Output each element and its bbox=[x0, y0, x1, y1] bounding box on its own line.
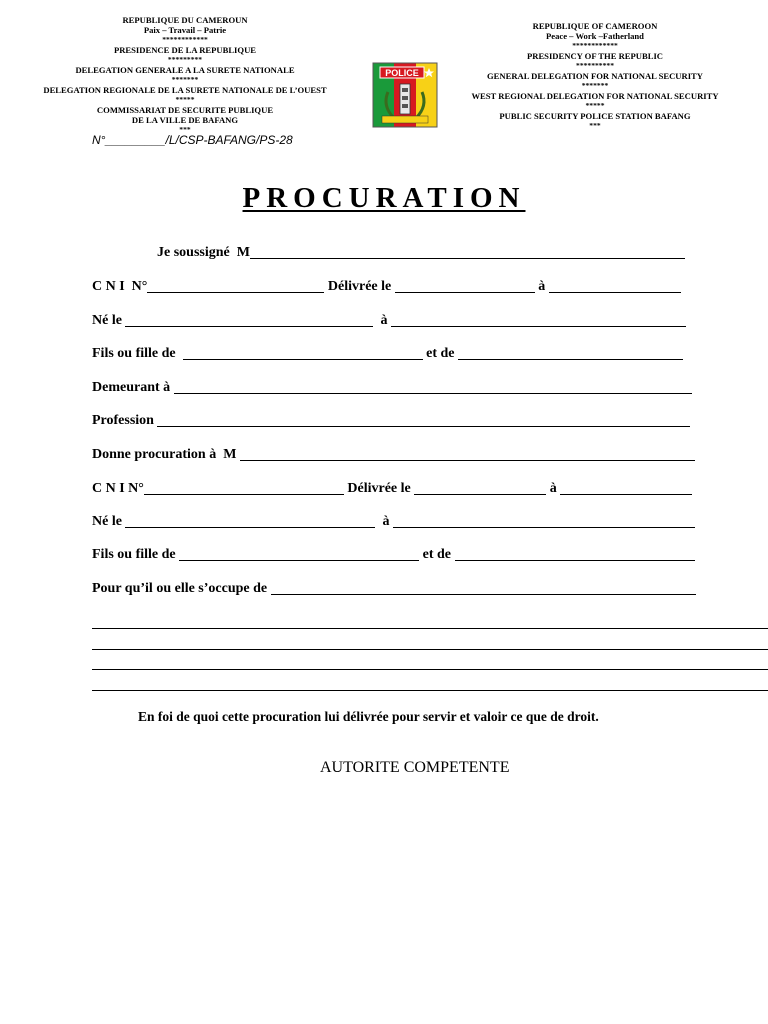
separator: *** bbox=[179, 125, 191, 134]
presidency-en: PRESIDENCY OF THE REPUBLIC bbox=[526, 51, 663, 61]
label-a: à bbox=[546, 481, 561, 496]
label-donne: Donne procuration à M bbox=[92, 447, 240, 462]
label-et-de: et de bbox=[422, 346, 459, 361]
separator: ************ bbox=[572, 41, 618, 50]
blank-purpose[interactable] bbox=[271, 580, 696, 595]
blank-cni-date[interactable] bbox=[395, 278, 535, 293]
blank-birth-date[interactable] bbox=[125, 312, 373, 327]
blank-birth-place-2[interactable] bbox=[393, 513, 695, 528]
label-fils: Fils ou fille de bbox=[92, 346, 183, 361]
commissariat-fr: COMMISSARIAT DE SECURITE PUBLIQUE bbox=[96, 105, 274, 115]
label-a: à bbox=[534, 279, 549, 294]
country-name-en: REPUBLIQUE OF CAMEROON bbox=[532, 21, 658, 31]
regional-delegation-fr: DELEGATION REGIONALE DE LA SURETE NATIONALE DE L’OUEST bbox=[43, 85, 327, 95]
field-profession[interactable] bbox=[92, 409, 690, 429]
city-fr: DE LA VILLE DE BAFANG bbox=[131, 115, 239, 125]
separator: ******* bbox=[581, 81, 609, 90]
reference-number: N°_________/L/CSP-BAFANG/PS-28 bbox=[92, 133, 293, 147]
field-demeurant[interactable] bbox=[92, 376, 692, 396]
label-soussigne: Je soussigné M bbox=[157, 245, 250, 260]
separator: ***** bbox=[585, 101, 605, 110]
label-cni: C N I N° bbox=[92, 279, 148, 294]
signature-authority: AUTORITE COMPETENTE bbox=[320, 759, 510, 776]
field-parents-2[interactable] bbox=[92, 543, 695, 563]
writing-line[interactable] bbox=[92, 649, 768, 650]
separator: ********* bbox=[167, 55, 203, 64]
blank-father[interactable] bbox=[183, 345, 423, 360]
field-occupe[interactable] bbox=[92, 577, 696, 597]
separator: ************ bbox=[162, 35, 208, 44]
blank-birth-date-2[interactable] bbox=[125, 513, 375, 528]
presidency-fr: PRESIDENCE DE LA REPUBLIQUE bbox=[113, 45, 257, 55]
motto-fr: Paix – Travail – Patrie bbox=[143, 25, 227, 35]
blank-profession[interactable] bbox=[157, 412, 690, 427]
label-ne-le: Né le bbox=[92, 514, 126, 529]
blank-mother-2[interactable] bbox=[455, 546, 695, 561]
blank-mother[interactable] bbox=[458, 345, 683, 360]
writing-line[interactable] bbox=[92, 628, 768, 629]
general-delegation-en: GENERAL DELEGATION FOR NATIONAL SECURITY bbox=[487, 71, 703, 81]
label-delivree: Délivrée le bbox=[324, 279, 395, 294]
header-right-block bbox=[450, 21, 740, 131]
label-a: à bbox=[373, 313, 391, 328]
police-emblem-icon bbox=[372, 62, 438, 128]
blank-address[interactable] bbox=[174, 379, 692, 394]
police-station-en: PUBLIC SECURITY POLICE STATION BAFANG bbox=[499, 111, 691, 121]
label-fils: Fils ou fille de bbox=[92, 547, 180, 562]
writing-line[interactable] bbox=[92, 669, 768, 670]
separator: *** bbox=[589, 121, 601, 130]
blank-cni-place-2[interactable] bbox=[560, 480, 692, 495]
blank-mandatary[interactable] bbox=[240, 446, 695, 461]
label-cni: C N I N° bbox=[92, 481, 144, 496]
blank-cni-number[interactable] bbox=[147, 278, 324, 293]
document-title: PROCURATION bbox=[242, 182, 526, 214]
field-birth-1[interactable] bbox=[92, 309, 686, 329]
label-delivree: Délivrée le bbox=[343, 481, 415, 496]
separator: ***** bbox=[175, 95, 195, 104]
writing-line[interactable] bbox=[92, 690, 768, 691]
field-cni-1[interactable] bbox=[92, 275, 681, 295]
country-name-fr: REPUBLIQUE DU CAMEROUN bbox=[122, 15, 248, 25]
blank-father-2[interactable] bbox=[179, 546, 419, 561]
field-parents-1[interactable] bbox=[92, 342, 683, 362]
blank-soussigne[interactable] bbox=[250, 244, 685, 259]
header-left-block bbox=[20, 15, 350, 135]
blank-cni-date-2[interactable] bbox=[414, 480, 546, 495]
blank-cni-place[interactable] bbox=[549, 278, 681, 293]
blank-cni-number-2[interactable] bbox=[144, 480, 344, 495]
separator: ******* bbox=[171, 75, 199, 84]
regional-delegation-en: WEST REGIONAL DELEGATION FOR NATIONAL SECURITY bbox=[471, 91, 719, 101]
field-soussigne[interactable] bbox=[157, 241, 685, 261]
motto-en: Peace – Work –Fatherland bbox=[546, 31, 644, 41]
separator: ********** bbox=[576, 61, 614, 70]
label-occupe: Pour qu’il ou elle s’occupe de bbox=[92, 581, 271, 596]
general-delegation-fr: DELEGATION GENERALE A LA SURETE NATIONALE bbox=[75, 65, 295, 75]
label-profession: Profession bbox=[92, 413, 158, 428]
field-donne[interactable] bbox=[92, 443, 695, 463]
logo-text: POLICE bbox=[385, 68, 419, 78]
field-cni-2[interactable] bbox=[92, 477, 692, 497]
label-a: à bbox=[375, 514, 393, 529]
label-ne-le: Né le bbox=[92, 313, 126, 328]
blank-birth-place[interactable] bbox=[391, 312, 686, 327]
field-birth-2[interactable] bbox=[92, 510, 695, 530]
label-demeurant: Demeurant à bbox=[92, 380, 174, 395]
label-et-de: et de bbox=[419, 547, 455, 562]
closing-statement: En foi de quoi cette procuration lui délivrée pour servir et valoir ce que de droit. bbox=[138, 709, 599, 724]
